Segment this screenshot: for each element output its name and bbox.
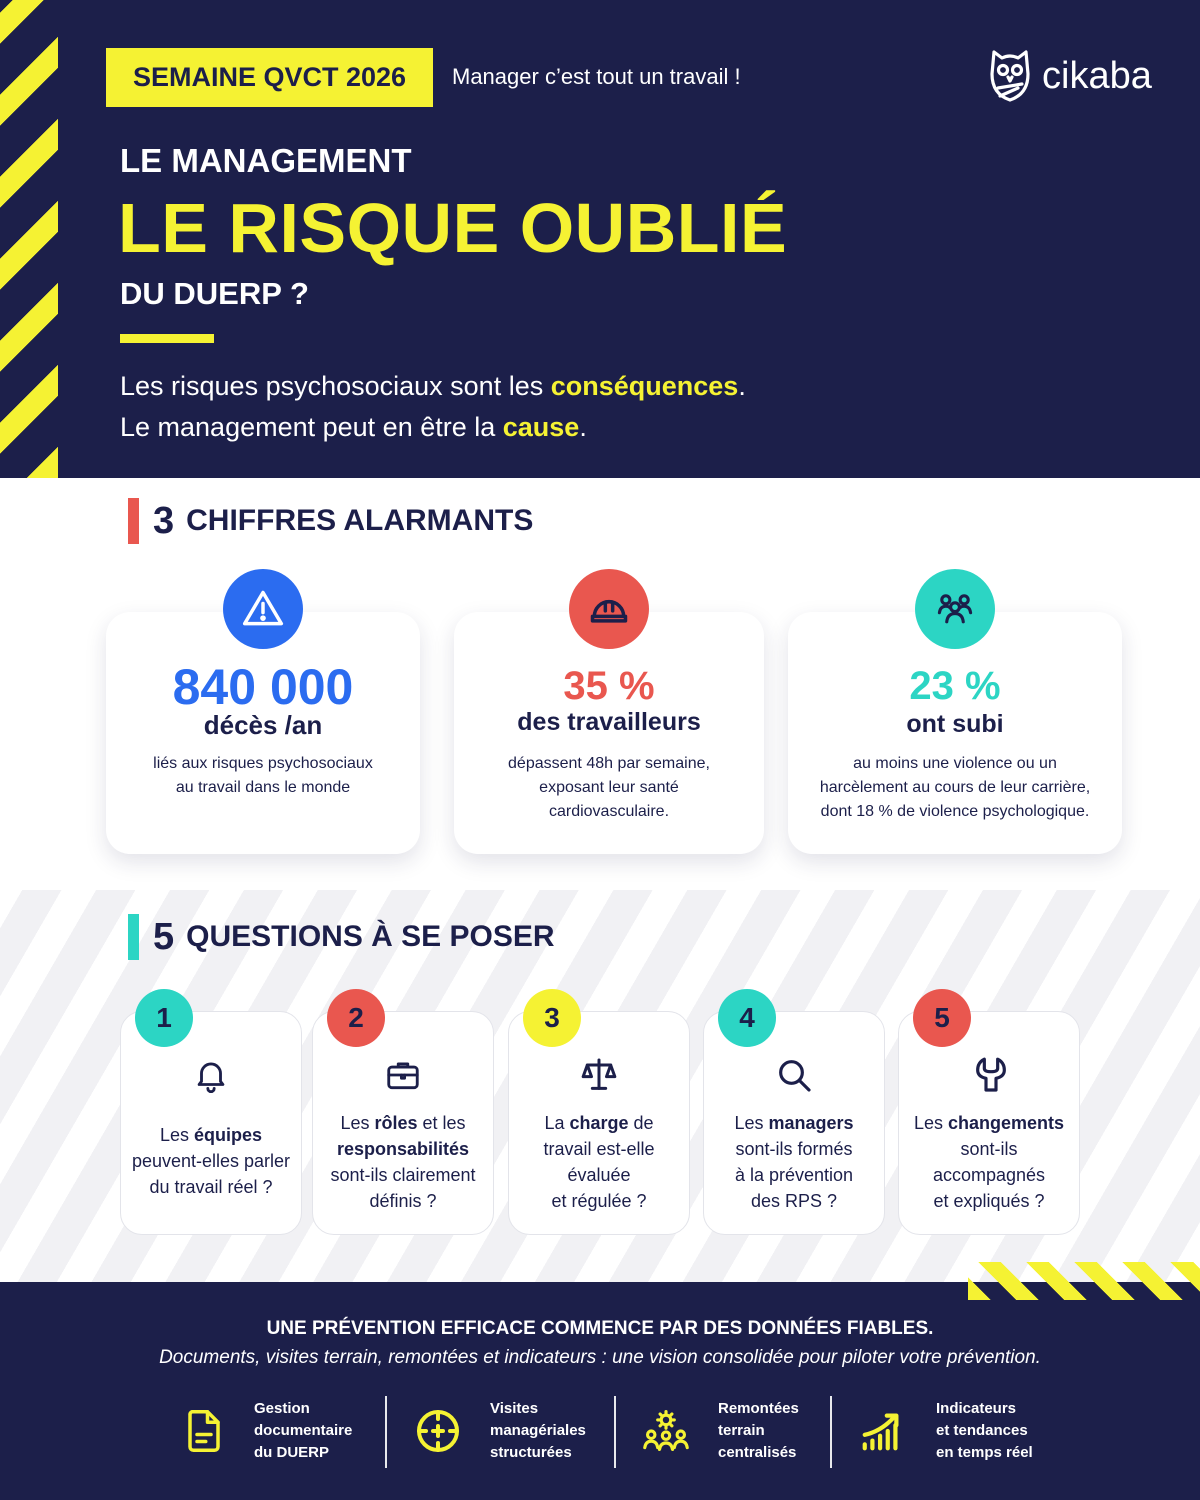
question-text: Les managers sont-ils formés à la prévention des RPS ? <box>734 1113 854 1211</box>
hero-headline: LE RISQUE OUBLIÉ <box>118 189 788 267</box>
section-label: CHIFFRES ALARMANTS <box>186 504 534 537</box>
hazard-stripes-left <box>0 0 58 478</box>
hazard-stripes-bottom <box>968 1262 1200 1300</box>
stat-description: liés aux risques psychosociaux au travail dans le monde <box>153 755 373 796</box>
feature-label: Remontées terrain centralisés <box>718 1400 799 1461</box>
question-number-badge: 2 <box>327 989 385 1047</box>
footer-subtitle: Documents, visites terrain, remontées et indicateurs : une vision consolidée pour piloter votre prévention. <box>159 1347 1041 1368</box>
briefcase-icon <box>383 1055 423 1095</box>
stat-description: au moins une violence ou un harcèlement au cours de leur carrière, dont 18 % de violence psychologique. <box>819 755 1091 820</box>
magnifier-icon <box>774 1055 814 1095</box>
feature-label: Indicateurs et tendances en temps réel <box>936 1400 1033 1461</box>
feature-document-management <box>180 1398 374 1464</box>
stat-value: 840 000 <box>172 659 354 715</box>
questions-section-title <box>128 914 555 960</box>
stat-value: 23 % <box>909 664 1001 708</box>
stat-label: ont subi <box>906 710 1004 738</box>
feature-indicators <box>858 1398 1056 1464</box>
bell-icon <box>191 1055 231 1095</box>
hero-lead <box>120 366 746 448</box>
crosshair-icon <box>414 1407 462 1455</box>
feature-divider <box>385 1396 387 1468</box>
question-text: Les équipes peuvent-elles parler du travail réel ? <box>131 1125 291 1197</box>
stat-label: des travailleurs <box>517 708 701 736</box>
stat-value: 35 % <box>563 664 655 708</box>
people-icon <box>915 569 995 649</box>
hero-divider <box>120 334 214 343</box>
feature-divider <box>614 1396 616 1468</box>
footer-band <box>0 1282 1200 1500</box>
warning-icon <box>223 569 303 649</box>
lead-line-1: Les risques psychosociaux sont les conséquences. <box>120 371 746 401</box>
scale-icon <box>579 1055 619 1095</box>
feature-field-visits <box>414 1398 610 1464</box>
stat-description: dépassent 48h par semaine, exposant leur santé cardiovasculaire. <box>508 755 710 820</box>
growth-chart-icon <box>858 1407 906 1455</box>
owl-logo-icon <box>988 44 1032 109</box>
tagline: Manager c’est tout un travail ! <box>452 64 741 89</box>
document-icon <box>180 1407 228 1455</box>
section-label: QUESTIONS À SE POSER <box>186 920 555 953</box>
section-number: 3 <box>153 499 175 542</box>
team-network-icon <box>642 1407 690 1455</box>
footer-title: UNE PRÉVENTION EFFICACE COMMENCE PAR DES DONNÉES FIABLES. <box>266 1318 934 1339</box>
feature-label: Visites managériales structurées <box>490 1400 586 1461</box>
hero-subkicker: DU DUERP ? <box>120 276 309 311</box>
section-marker <box>128 914 139 960</box>
hard-hat-icon <box>569 569 649 649</box>
question-text: Les changements sont-ils accompagnés et expliqués ? <box>913 1113 1065 1211</box>
event-badge: SEMAINE QVCT 2026 <box>106 48 433 107</box>
stats-section-title <box>128 498 533 544</box>
lead-line-2: Le management peut en être la cause. <box>120 412 587 442</box>
section-marker <box>128 498 139 544</box>
feature-label: Gestion documentaire du DUERP <box>254 1400 353 1461</box>
brand-name: cikaba <box>1042 55 1152 97</box>
wrench-icon <box>971 1055 1011 1095</box>
feature-divider <box>830 1396 832 1468</box>
question-number-badge: 3 <box>523 989 581 1047</box>
question-number-badge: 4 <box>718 989 776 1047</box>
question-text: La charge de travail est-elle évaluée et régulée ? <box>543 1113 655 1211</box>
stat-label: décès /an <box>203 710 323 740</box>
section-number: 5 <box>153 915 175 958</box>
question-number-badge: 1 <box>135 989 193 1047</box>
feature-field-reports <box>642 1398 838 1464</box>
question-text: Les rôles et les responsabilités sont-ils clairement définis ? <box>330 1113 476 1211</box>
question-number-badge: 5 <box>913 989 971 1047</box>
hero-kicker: LE MANAGEMENT <box>120 142 412 179</box>
brand-logo[interactable] <box>988 44 1152 109</box>
